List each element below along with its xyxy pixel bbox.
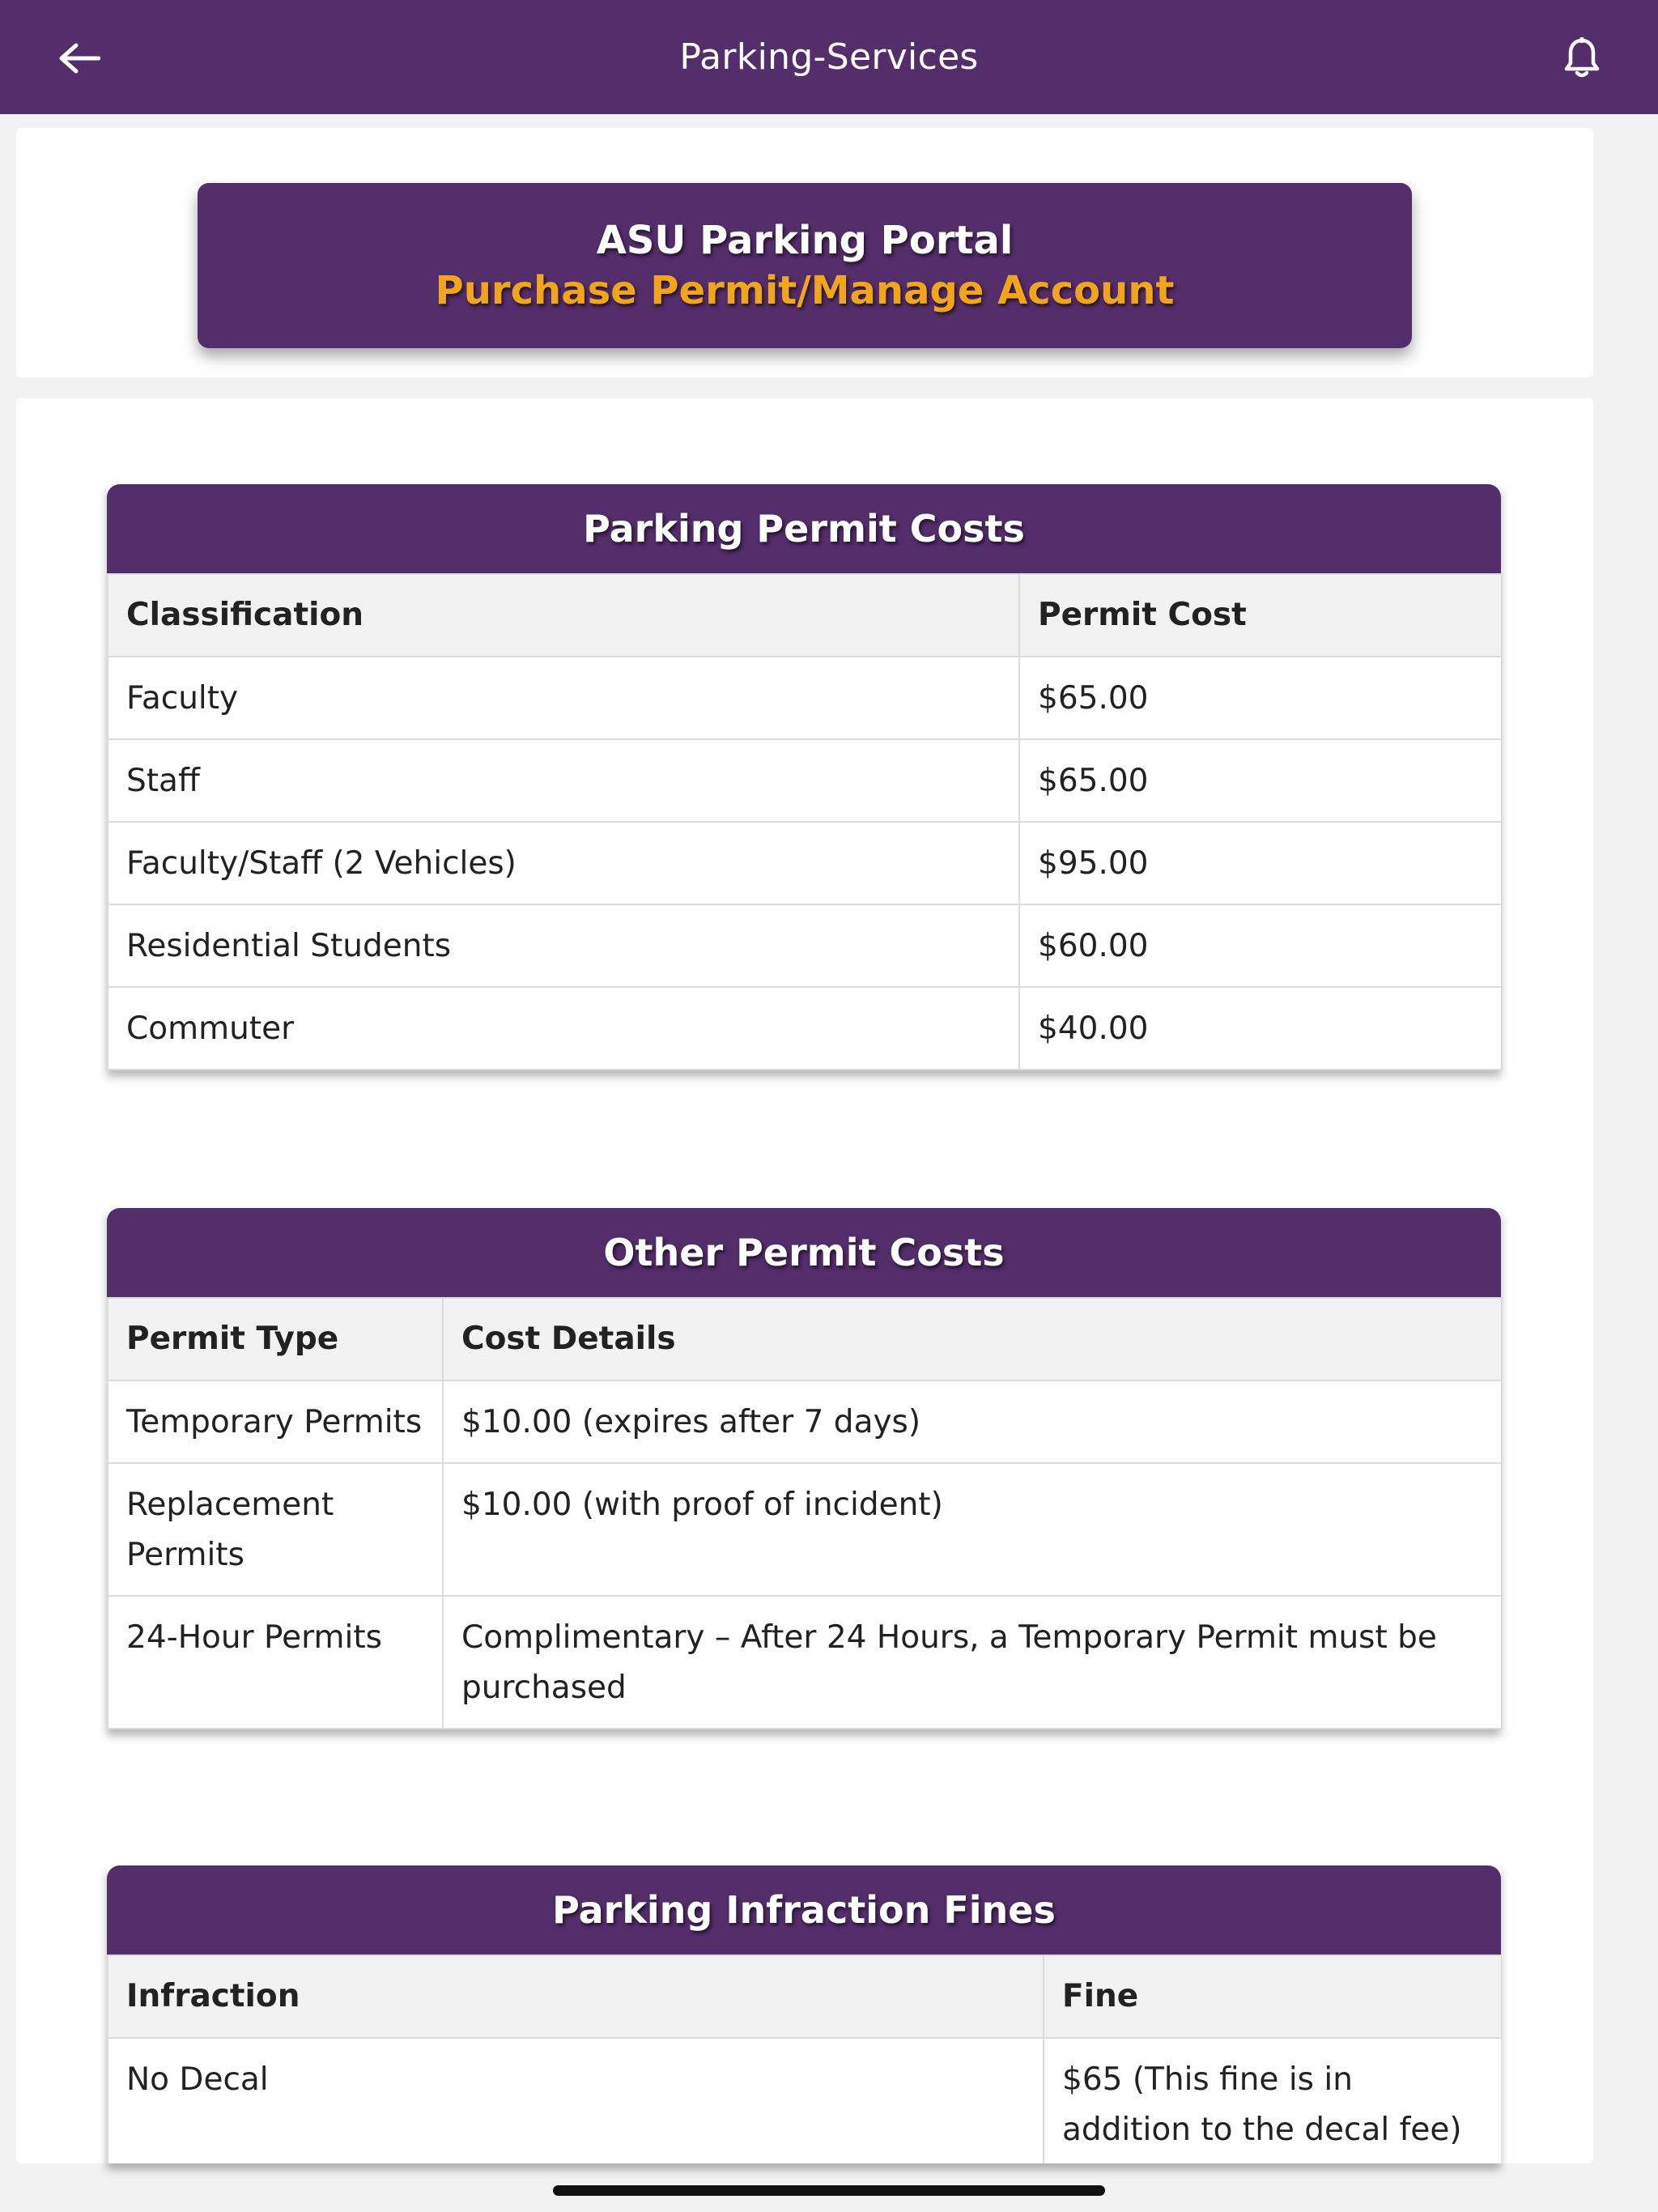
home-indicator[interactable] bbox=[553, 2185, 1105, 2196]
table-cell: $65 (This fine is in addition to the decal fee) bbox=[1044, 2038, 1501, 2163]
notifications-button[interactable] bbox=[1556, 31, 1608, 86]
table-row bbox=[108, 1463, 1502, 1596]
table-cell: $10.00 (with proof of incident) bbox=[443, 1463, 1502, 1596]
other-costs-table bbox=[107, 1208, 1501, 1729]
table-cell: Faculty bbox=[108, 657, 1019, 739]
column-header: Cost Details bbox=[443, 1298, 1502, 1380]
table-row bbox=[108, 1380, 1502, 1463]
table-cell: No Decal bbox=[108, 2038, 1044, 2163]
table-cell: 24-Hour Permits bbox=[108, 1596, 443, 1729]
table-cell: Commuter bbox=[108, 987, 1019, 1070]
table-cell: Temporary Permits bbox=[108, 1380, 443, 1463]
permit-costs-table bbox=[107, 484, 1501, 1070]
table-cell: Staff bbox=[108, 739, 1019, 822]
table-row bbox=[108, 1596, 1502, 1729]
portal-title: ASU Parking Portal bbox=[596, 218, 1014, 263]
page-title: Parking-Services bbox=[679, 36, 979, 78]
back-arrow-icon bbox=[58, 42, 100, 74]
column-header: Classification bbox=[108, 574, 1019, 657]
fines-table bbox=[107, 1865, 1501, 2163]
portal-subtitle: Purchase Permit/Manage Account bbox=[435, 268, 1175, 313]
column-header: Permit Cost bbox=[1019, 574, 1502, 657]
table-row bbox=[108, 904, 1502, 987]
table-row bbox=[108, 2038, 1501, 2163]
table-cell: $10.00 (expires after 7 days) bbox=[443, 1380, 1502, 1463]
table-cell: Replacement Permits bbox=[108, 1463, 443, 1596]
bell-icon bbox=[1564, 37, 1600, 79]
column-header: Infraction bbox=[108, 1955, 1044, 2038]
other-costs-heading: Other Permit Costs bbox=[107, 1208, 1501, 1297]
table-cell: $40.00 bbox=[1019, 987, 1502, 1070]
table-cell: $65.00 bbox=[1019, 657, 1502, 739]
column-header: Permit Type bbox=[108, 1298, 443, 1380]
back-button[interactable] bbox=[53, 32, 105, 84]
top-bar bbox=[0, 0, 1658, 114]
table-cell: $95.00 bbox=[1019, 822, 1502, 904]
table-row bbox=[108, 822, 1502, 904]
table-cell: Faculty/Staff (2 Vehicles) bbox=[108, 822, 1019, 904]
table-row bbox=[108, 739, 1502, 822]
table-row bbox=[108, 657, 1502, 739]
parking-portal-button[interactable] bbox=[198, 183, 1412, 348]
fines-heading: Parking Infraction Fines bbox=[107, 1865, 1501, 1955]
table-row bbox=[108, 987, 1502, 1070]
column-header: Fine bbox=[1044, 1955, 1501, 2038]
table-cell: $65.00 bbox=[1019, 739, 1502, 822]
table-cell: Residential Students bbox=[108, 904, 1019, 987]
table-cell: Complimentary – After 24 Hours, a Temporary Permit must be purchased bbox=[443, 1596, 1502, 1729]
table-cell: $60.00 bbox=[1019, 904, 1502, 987]
permit-costs-heading: Parking Permit Costs bbox=[107, 484, 1501, 573]
